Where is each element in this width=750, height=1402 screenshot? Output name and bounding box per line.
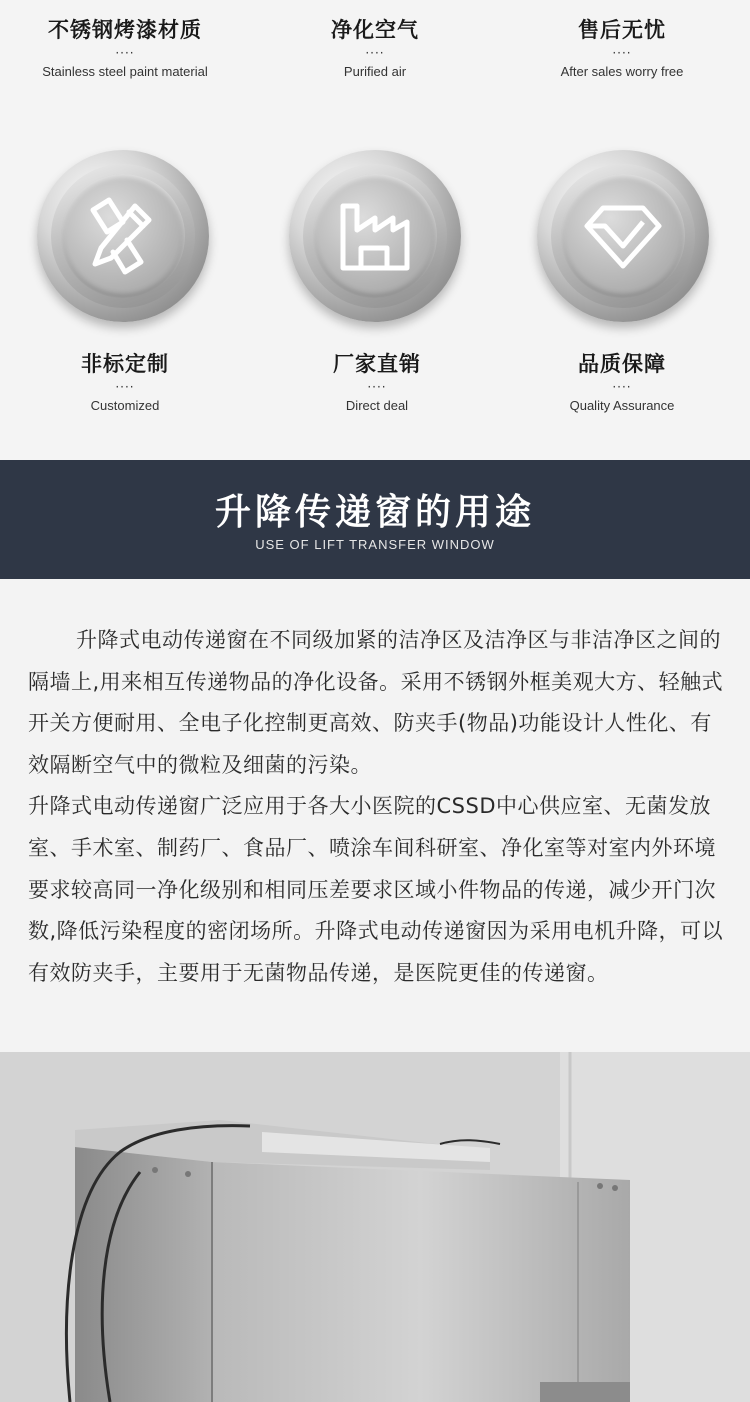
feature-purified-air: [250, 14, 500, 79]
feature-subtitle: Direct deal: [345, 398, 409, 413]
feature-subtitle: Stainless steel paint material: [42, 64, 208, 79]
factory-icon: [335, 196, 415, 276]
feature-title: 非标定制: [81, 352, 169, 376]
feature-customized: [0, 348, 250, 413]
feature-title: 净化空气: [331, 18, 419, 42]
badge-quality: [537, 150, 709, 322]
feature-title: 不锈钢烤漆材质: [48, 18, 202, 42]
feature-quality: [497, 348, 747, 413]
badge-customized: [37, 150, 209, 322]
banner-title: 升降传递窗的用途: [214, 491, 535, 533]
feature-dots: ····: [365, 46, 385, 60]
diamond-icon: [583, 196, 663, 276]
feature-dots: ····: [367, 380, 387, 394]
feature-title: 品质保障: [578, 352, 666, 376]
feature-after-sales: [497, 14, 747, 79]
description-paragraph-1: 升降式电动传递窗在不同级加紧的洁净区及洁净区与非洁净区之间的隔墙上,用来相互传递物品的净化设备。采用不锈钢外框美观大方、轻触式开关方便耐用、全电子化控制更高效、防夹手(物品)功能设计人性化、有效隔断空气中的微粒及细菌的污染。: [28, 628, 724, 777]
feature-subtitle: After sales worry free: [560, 64, 684, 79]
feature-stainless: [0, 14, 250, 79]
feature-direct-deal: [252, 348, 502, 413]
feature-dots: ····: [612, 380, 632, 394]
description-text: [28, 620, 728, 994]
feature-subtitle: Customized: [90, 398, 160, 413]
feature-title: 厂家直销: [333, 352, 421, 376]
product-photo: [0, 1052, 750, 1402]
description-paragraph-2: 升降式电动传递窗广泛应用于各大小医院的CSSD中心供应室、无菌发放室、手术室、制药厂、食品厂、喷涂车间科研室、净化室等对室内外环境要求较高同一净化级别和相同压差要求区域小件物品的传递，减少开门次数,降低污染程度的密闭场所。升降式电动传递窗因为采用电机升降，可以有效防夹手，主要用于无菌物品传递，是医院更佳的传递窗。: [28, 794, 724, 985]
pencil-ruler-icon: [83, 196, 163, 276]
feature-subtitle: Quality Assurance: [569, 398, 675, 413]
feature-title: 售后无忧: [578, 18, 666, 42]
feature-dots: ····: [115, 380, 135, 394]
badge-direct-deal: [289, 150, 461, 322]
banner-subtitle: USE OF LIFT TRANSFER WINDOW: [255, 537, 495, 552]
feature-dots: ····: [612, 46, 632, 60]
feature-subtitle: Purified air: [343, 64, 407, 79]
features-section: [0, 0, 750, 460]
feature-dots: ····: [115, 46, 135, 60]
section-banner: [0, 460, 750, 579]
